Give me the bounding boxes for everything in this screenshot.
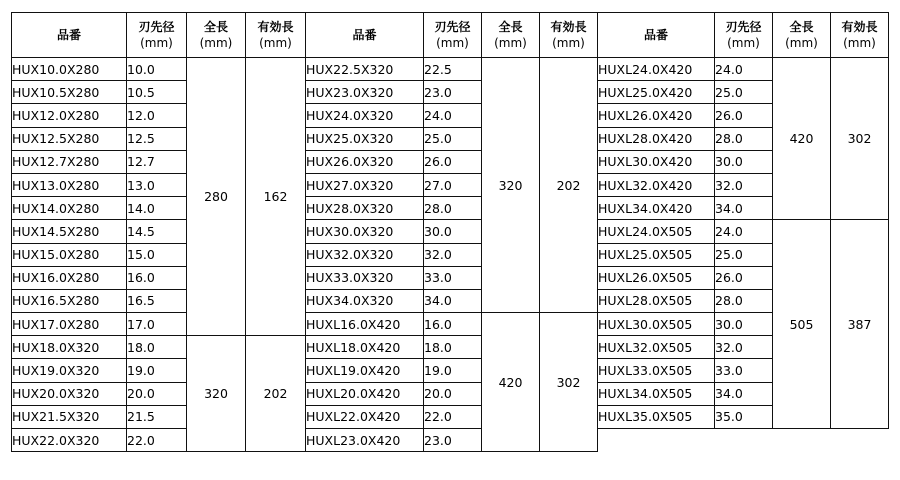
model-cell: HUXL18.0X420	[306, 336, 424, 359]
diameter-cell: 12.7	[127, 150, 187, 173]
header-total-length: 全長 (mm)	[482, 13, 540, 58]
model-cell: HUX25.0X320	[306, 127, 424, 150]
header-row	[12, 13, 306, 58]
model-cell: HUXL32.0X420	[598, 173, 715, 196]
table-row	[598, 58, 889, 81]
table-row	[598, 220, 889, 243]
header-model: 品番	[12, 13, 127, 58]
diameter-cell: 24.0	[715, 220, 773, 243]
diameter-cell: 10.5	[127, 81, 187, 104]
diameter-cell: 34.0	[424, 289, 482, 312]
effective-length-cell: 302	[831, 58, 889, 220]
header-model: 品番	[598, 13, 715, 58]
header-model: 品番	[306, 13, 424, 58]
effective-length-cell: 202	[540, 58, 598, 313]
effective-length-cell: 162	[246, 58, 306, 336]
diameter-cell: 33.0	[424, 266, 482, 289]
total-length-cell: 420	[482, 313, 540, 452]
model-cell: HUXL24.0X505	[598, 220, 715, 243]
effective-length-cell: 387	[831, 220, 889, 429]
header-row	[598, 13, 889, 58]
model-cell: HUX32.0X320	[306, 243, 424, 266]
model-cell: HUX12.7X280	[12, 150, 127, 173]
model-cell: HUXL26.0X420	[598, 104, 715, 127]
model-cell: HUX16.0X280	[12, 266, 127, 289]
diameter-cell: 21.5	[127, 405, 187, 428]
model-cell: HUXL30.0X505	[598, 313, 715, 336]
effective-length-cell: 202	[246, 336, 306, 452]
model-cell: HUXL20.0X420	[306, 382, 424, 405]
model-cell: HUXL19.0X420	[306, 359, 424, 382]
diameter-cell: 14.0	[127, 197, 187, 220]
model-cell: HUXL25.0X505	[598, 243, 715, 266]
diameter-cell: 22.0	[127, 429, 187, 452]
header-effective-length: 有効長 (mm)	[831, 13, 889, 58]
diameter-cell: 16.5	[127, 289, 187, 312]
model-cell: HUXL32.0X505	[598, 336, 715, 359]
diameter-cell: 34.0	[715, 197, 773, 220]
header-row	[306, 13, 598, 58]
diameter-cell: 35.0	[715, 405, 773, 428]
diameter-cell: 18.0	[424, 336, 482, 359]
header-dia: 刃先径 (mm)	[424, 13, 482, 58]
diameter-cell: 22.0	[424, 405, 482, 428]
diameter-cell: 26.0	[715, 266, 773, 289]
model-cell: HUXL25.0X420	[598, 81, 715, 104]
diameter-cell: 19.0	[424, 359, 482, 382]
total-length-cell: 320	[482, 58, 540, 313]
diameter-cell: 15.0	[127, 243, 187, 266]
model-cell: HUX30.0X320	[306, 220, 424, 243]
model-cell: HUX16.5X280	[12, 289, 127, 312]
spec-table-3	[597, 12, 889, 429]
diameter-cell: 33.0	[715, 359, 773, 382]
diameter-cell: 25.0	[715, 81, 773, 104]
diameter-cell: 25.0	[424, 127, 482, 150]
diameter-cell: 14.5	[127, 220, 187, 243]
model-cell: HUX18.0X320	[12, 336, 127, 359]
header-effective-length: 有効長 (mm)	[540, 13, 598, 58]
model-cell: HUX20.0X320	[12, 382, 127, 405]
model-cell: HUX19.0X320	[12, 359, 127, 382]
table-row	[12, 336, 306, 359]
model-cell: HUX14.5X280	[12, 220, 127, 243]
diameter-cell: 28.0	[424, 197, 482, 220]
diameter-cell: 30.0	[715, 150, 773, 173]
model-cell: HUX14.0X280	[12, 197, 127, 220]
header-effective-length: 有効長 (mm)	[246, 13, 306, 58]
model-cell: HUXL22.0X420	[306, 405, 424, 428]
diameter-cell: 17.0	[127, 313, 187, 336]
diameter-cell: 22.5	[424, 58, 482, 81]
diameter-cell: 28.0	[715, 289, 773, 312]
model-cell: HUX12.5X280	[12, 127, 127, 150]
header-total-length: 全長 (mm)	[187, 13, 246, 58]
total-length-cell: 505	[773, 220, 831, 429]
model-cell: HUXL34.0X420	[598, 197, 715, 220]
total-length-cell: 280	[187, 58, 246, 336]
model-cell: HUX28.0X320	[306, 197, 424, 220]
model-cell: HUXL33.0X505	[598, 359, 715, 382]
model-cell: HUX22.0X320	[12, 429, 127, 452]
effective-length-cell: 302	[540, 313, 598, 452]
diameter-cell: 28.0	[715, 127, 773, 150]
model-cell: HUXL26.0X505	[598, 266, 715, 289]
model-cell: HUX27.0X320	[306, 173, 424, 196]
model-cell: HUXL34.0X505	[598, 382, 715, 405]
model-cell: HUXL28.0X420	[598, 127, 715, 150]
model-cell: HUX12.0X280	[12, 104, 127, 127]
diameter-cell: 12.5	[127, 127, 187, 150]
diameter-cell: 25.0	[715, 243, 773, 266]
diameter-cell: 23.0	[424, 81, 482, 104]
diameter-cell: 27.0	[424, 173, 482, 196]
model-cell: HUXL30.0X420	[598, 150, 715, 173]
model-cell: HUX10.0X280	[12, 58, 127, 81]
diameter-cell: 10.0	[127, 58, 187, 81]
model-cell: HUX21.5X320	[12, 405, 127, 428]
table-row	[306, 313, 598, 336]
spec-table-2	[305, 12, 598, 452]
total-length-cell: 320	[187, 336, 246, 452]
diameter-cell: 19.0	[127, 359, 187, 382]
header-dia: 刃先径 (mm)	[715, 13, 773, 58]
model-cell: HUX24.0X320	[306, 104, 424, 127]
model-cell: HUXL23.0X420	[306, 429, 424, 452]
model-cell: HUX13.0X280	[12, 173, 127, 196]
model-cell: HUX33.0X320	[306, 266, 424, 289]
table-row	[306, 58, 598, 81]
header-dia: 刃先径 (mm)	[127, 13, 187, 58]
model-cell: HUX26.0X320	[306, 150, 424, 173]
diameter-cell: 26.0	[424, 150, 482, 173]
model-cell: HUXL28.0X505	[598, 289, 715, 312]
diameter-cell: 30.0	[424, 220, 482, 243]
diameter-cell: 30.0	[715, 313, 773, 336]
model-cell: HUX10.5X280	[12, 81, 127, 104]
diameter-cell: 20.0	[127, 382, 187, 405]
diameter-cell: 24.0	[424, 104, 482, 127]
diameter-cell: 32.0	[715, 336, 773, 359]
spec-table-1	[11, 12, 306, 452]
diameter-cell: 32.0	[424, 243, 482, 266]
model-cell: HUX34.0X320	[306, 289, 424, 312]
model-cell: HUXL24.0X420	[598, 58, 715, 81]
diameter-cell: 16.0	[127, 266, 187, 289]
total-length-cell: 420	[773, 58, 831, 220]
diameter-cell: 23.0	[424, 429, 482, 452]
diameter-cell: 12.0	[127, 104, 187, 127]
table-row	[12, 58, 306, 81]
diameter-cell: 34.0	[715, 382, 773, 405]
model-cell: HUX22.5X320	[306, 58, 424, 81]
diameter-cell: 26.0	[715, 104, 773, 127]
model-cell: HUX23.0X320	[306, 81, 424, 104]
diameter-cell: 16.0	[424, 313, 482, 336]
diameter-cell: 32.0	[715, 173, 773, 196]
model-cell: HUXL16.0X420	[306, 313, 424, 336]
model-cell: HUX15.0X280	[12, 243, 127, 266]
diameter-cell: 18.0	[127, 336, 187, 359]
diameter-cell: 24.0	[715, 58, 773, 81]
header-total-length: 全長 (mm)	[773, 13, 831, 58]
model-cell: HUX17.0X280	[12, 313, 127, 336]
diameter-cell: 13.0	[127, 173, 187, 196]
model-cell: HUXL35.0X505	[598, 405, 715, 428]
diameter-cell: 20.0	[424, 382, 482, 405]
